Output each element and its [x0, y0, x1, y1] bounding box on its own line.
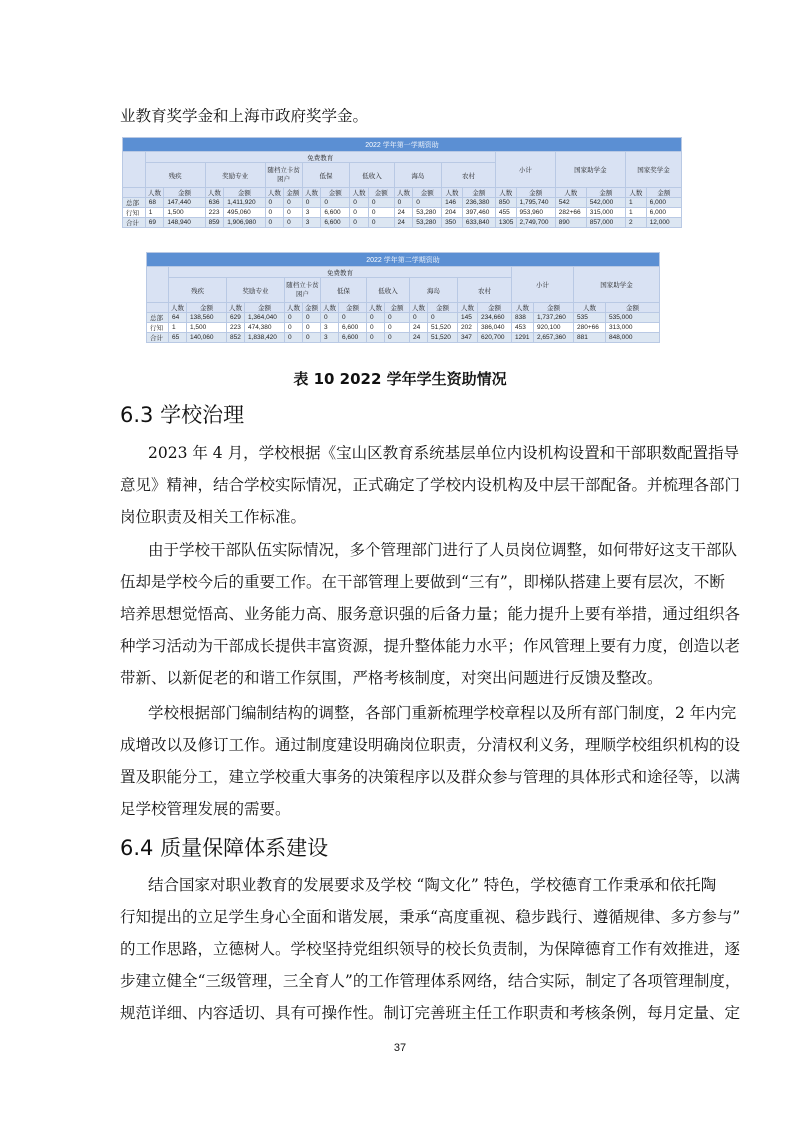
table-cell: 0 — [367, 323, 385, 333]
table-cell: 280+66 — [574, 323, 606, 333]
table-cell: 0 — [367, 313, 385, 323]
table-cell: 848,000 — [606, 333, 660, 343]
table-cell: 2 — [626, 218, 647, 228]
cat-header: 随档立卡贫困户 — [265, 163, 302, 188]
people-header: 人数 — [458, 303, 478, 313]
amount-header: 金额 — [368, 188, 394, 198]
cat-header: 奖励专业 — [227, 278, 285, 303]
cat-header: 低保 — [302, 163, 350, 188]
table-cell: 145 — [458, 313, 478, 323]
amount-header: 金额 — [646, 188, 681, 198]
table-cell: 51,520 — [428, 323, 458, 333]
people-header: 人数 — [145, 188, 164, 198]
table-cell: 6,000 — [646, 208, 681, 218]
table-cell: 0 — [428, 313, 458, 323]
table-cell: 474,380 — [245, 323, 285, 333]
paragraph-line: 意见》精神，结合学校实际情况，正式确定了学校内设机构及中层干部配备。并梳理各部门 — [120, 476, 741, 494]
paragraph-line: 结合国家对职业教育的发展要求及学校 “陶文化” 特色，学校德育工作秉承和依托陶 — [148, 876, 717, 894]
table-cell: 535,000 — [606, 313, 660, 323]
table-cell: 53,280 — [413, 208, 442, 218]
table-cell: 1,500 — [164, 208, 205, 218]
table-cell: 850 — [495, 198, 516, 208]
table-cell: 1,906,980 — [224, 218, 265, 228]
amount-header: 金额 — [413, 188, 442, 198]
table-cell: 0 — [285, 333, 303, 343]
table-cell: 315,000 — [586, 208, 625, 218]
table-cell: 0 — [339, 313, 367, 323]
paragraph-line: 伍却是学校今后的重要工作。在干部管理上要做到“三有”，即梯队搭建上要有层次，不断 — [120, 573, 725, 591]
amount-header: 金额 — [284, 188, 303, 198]
table-cell: 350 — [442, 218, 463, 228]
paragraph-line: 带新、以新促老的和谐工作氛围，严格考核制度，对突出问题进行反馈及整改。 — [120, 669, 663, 687]
table-cell: 347 — [458, 333, 478, 343]
table-cell: 542,000 — [586, 198, 625, 208]
row-label: 合计 — [123, 218, 146, 228]
amount-header: 金额 — [606, 303, 660, 313]
table-cell: 1 — [145, 208, 164, 218]
table-cell: 0 — [368, 218, 394, 228]
people-header: 人数 — [626, 188, 647, 198]
paragraph-line: 学校根据部门编制结构的调整，各部门重新梳理学校章程以及所有部门制度，2 年内完 — [148, 704, 737, 722]
table-cell: 140,060 — [187, 333, 227, 343]
table-cell: 0 — [285, 313, 303, 323]
cat-header: 低收入 — [350, 163, 394, 188]
amount-header: 金额 — [245, 303, 285, 313]
amount-header: 金额 — [321, 188, 350, 198]
table-cell: 0 — [284, 208, 303, 218]
paragraph-line: 2023 年 4 月，学校根据《宝山区教育系统基层单位内设机构设置和干部职数配置指导 — [148, 444, 740, 462]
table-cell: 1,364,040 — [245, 313, 285, 323]
people-header: 人数 — [394, 188, 413, 198]
table-cell: 2,657,360 — [534, 333, 574, 343]
page-number: 37 — [393, 1042, 407, 1054]
amount-header: 金额 — [516, 188, 555, 198]
table-cell: 53,280 — [413, 218, 442, 228]
table-row — [123, 198, 682, 208]
free-education-header: 免费教育 — [169, 267, 512, 278]
intro-line: 业教育奖学金和上海市政府奖学金。 — [120, 107, 369, 125]
table-cell: 953,960 — [516, 208, 555, 218]
table-cell: 633,840 — [462, 218, 495, 228]
table-cell: 6,600 — [339, 333, 367, 343]
table-cell: 0 — [303, 333, 321, 343]
table-cell: 0 — [385, 333, 410, 343]
table-cell: 1,500 — [187, 323, 227, 333]
amount-header: 金额 — [385, 303, 410, 313]
people-header: 人数 — [169, 303, 187, 313]
subtotal-header: 小计 — [495, 152, 555, 188]
paragraph-line: 培养思想觉悟高、业务能力高、服务意识强的后备力量；能力提升上要有举措，通过组织各 — [120, 605, 741, 623]
people-header: 人数 — [302, 188, 321, 198]
table-row — [123, 208, 682, 218]
table-cell: 65 — [169, 333, 187, 343]
table-cell: 0 — [265, 208, 284, 218]
amount-header: 金额 — [462, 188, 495, 198]
table-cell: 0 — [410, 313, 428, 323]
amount-header: 金额 — [303, 303, 321, 313]
people-header: 人数 — [410, 303, 428, 313]
table-cell: 223 — [227, 323, 245, 333]
table-cell: 0 — [350, 208, 369, 218]
table-cell: 234,660 — [478, 313, 512, 323]
cat-header: 随档立卡贫困户 — [285, 278, 321, 303]
table-cell: 147,440 — [164, 198, 205, 208]
table-cell: 0 — [385, 323, 410, 333]
people-header: 人数 — [574, 303, 606, 313]
table-cell: 1 — [626, 198, 647, 208]
table-cell: 0 — [284, 198, 303, 208]
table-cell: 881 — [574, 333, 606, 343]
people-header: 人数 — [495, 188, 516, 198]
section-heading-6-3: 6.3 学校治理 — [120, 403, 245, 427]
table-cell: 495,060 — [224, 208, 265, 218]
paragraph-line: 步建立健全“三级管理，三全育人”的工作管理体系网络，结合实际，制定了各项管理制度， — [120, 972, 741, 990]
paragraph-line: 岗位职责及相关工作标准。 — [120, 508, 307, 526]
table-cell: 1 — [626, 208, 647, 218]
people-header: 人数 — [350, 188, 369, 198]
table-cell: 313,000 — [606, 323, 660, 333]
table-cell: 24 — [394, 208, 413, 218]
table-cell: 0 — [265, 218, 284, 228]
amount-header: 金额 — [164, 188, 205, 198]
amount-header: 金额 — [586, 188, 625, 198]
cat-header: 残疾 — [145, 163, 205, 188]
table-row — [147, 313, 660, 323]
cat-header: 奖励专业 — [205, 163, 265, 188]
people-header: 人数 — [555, 188, 586, 198]
table-cell: 282+66 — [555, 208, 586, 218]
table-cell: 6,000 — [646, 198, 681, 208]
table-cell: 3 — [302, 218, 321, 228]
table-cell: 6,600 — [339, 323, 367, 333]
table-cell: 204 — [442, 208, 463, 218]
cat-header: 海岛 — [410, 278, 458, 303]
amount-header: 金额 — [478, 303, 512, 313]
table-cell: 6,600 — [321, 218, 350, 228]
table-cell: 0 — [368, 208, 394, 218]
table-cell: 0 — [368, 198, 394, 208]
table-cell: 0 — [321, 313, 339, 323]
amount-header: 金额 — [428, 303, 458, 313]
table-cell: 0 — [350, 218, 369, 228]
cat-header: 残疾 — [169, 278, 227, 303]
table-cell: 146 — [442, 198, 463, 208]
table-cell: 202 — [458, 323, 478, 333]
table-title: 2022 学年第一学期资助 — [123, 138, 682, 152]
table-cell: 24 — [410, 333, 428, 343]
free-education-header: 免费教育 — [145, 152, 495, 163]
table-cell: 0 — [303, 323, 321, 333]
table-cell: 64 — [169, 313, 187, 323]
table-cell: 1,795,740 — [516, 198, 555, 208]
paragraph-line: 的工作思路，立德树人。学校坚持党组织领导的校长负责制，为保障德育工作有效推进，逐 — [120, 940, 741, 958]
cat-header: 农村 — [442, 163, 496, 188]
row-label: 总部 — [123, 198, 146, 208]
people-header: 人数 — [442, 188, 463, 198]
table-row — [147, 333, 660, 343]
table-cell: 1305 — [495, 218, 516, 228]
table-cell: 0 — [350, 198, 369, 208]
table-cell: 620,700 — [478, 333, 512, 343]
section-heading-6-4: 6.4 质量保障体系建设 — [120, 836, 329, 860]
table-cell: 1,838,420 — [245, 333, 285, 343]
grant-table-semester-1 — [122, 137, 682, 228]
subtotal-header: 小计 — [512, 267, 574, 303]
table-cell: 838 — [512, 313, 534, 323]
table-cell: 236,380 — [462, 198, 495, 208]
row-label: 行知 — [147, 323, 169, 333]
amount-header: 金额 — [187, 303, 227, 313]
cat-header: 海岛 — [394, 163, 442, 188]
amount-header: 金额 — [224, 188, 265, 198]
table-cell: 542 — [555, 198, 586, 208]
table-cell: 857,000 — [586, 218, 625, 228]
paragraph-line: 足学校管理发展的需要。 — [120, 800, 291, 818]
table-cell: 148,940 — [164, 218, 205, 228]
table-cell: 223 — [205, 208, 224, 218]
table-cell: 1,411,920 — [224, 198, 265, 208]
table-cell: 0 — [285, 323, 303, 333]
table-cell: 3 — [321, 323, 339, 333]
table-cell: 24 — [410, 323, 428, 333]
cat-header: 低保 — [321, 278, 367, 303]
grant-table-semester-2 — [146, 252, 660, 343]
people-header: 人数 — [227, 303, 245, 313]
row-label: 合计 — [147, 333, 169, 343]
table-title: 2022 学年第二学期资助 — [147, 253, 660, 267]
national-aid-header: 国家助学金 — [574, 267, 660, 303]
paragraph-line: 种学习活动为干部成长提供丰富资源，提升整体能力水平；作风管理上要有力度，创造以老 — [120, 637, 741, 655]
table-row — [123, 218, 682, 228]
paragraph-line: 规范详细、内容适切、具有可操作性。制订完善班主任工作职责和考核条例，每月定量、定 — [120, 1004, 741, 1022]
table-cell: 636 — [205, 198, 224, 208]
table-cell: 386,040 — [478, 323, 512, 333]
table-cell: 453 — [512, 323, 534, 333]
national-scholarship-header: 国家奖学金 — [626, 152, 682, 188]
table-cell: 0 — [303, 313, 321, 323]
table-cell: 859 — [205, 218, 224, 228]
table-cell: 0 — [385, 313, 410, 323]
table-cell: 68 — [145, 198, 164, 208]
table-cell: 12,000 — [646, 218, 681, 228]
table-cell: 455 — [495, 208, 516, 218]
table-caption: 表 10 2022 学年学生资助情况 — [293, 370, 507, 388]
people-header: 人数 — [285, 303, 303, 313]
table-cell: 6,600 — [321, 208, 350, 218]
table-cell: 852 — [227, 333, 245, 343]
people-header: 人数 — [512, 303, 534, 313]
table-cell: 629 — [227, 313, 245, 323]
table-cell: 0 — [302, 198, 321, 208]
table-cell: 0 — [413, 198, 442, 208]
table-cell: 0 — [265, 198, 284, 208]
table-cell: 1,737,260 — [534, 313, 574, 323]
table-cell: 0 — [367, 333, 385, 343]
table-cell: 1291 — [512, 333, 534, 343]
row-label: 总部 — [147, 313, 169, 323]
table-cell: 3 — [302, 208, 321, 218]
table-cell: 890 — [555, 218, 586, 228]
table-cell: 397,460 — [462, 208, 495, 218]
people-header: 人数 — [367, 303, 385, 313]
paragraph-line: 成增改以及修订工作。通过制度建设明确岗位职责，分清权利义务，理顺学校组织机构的设 — [120, 736, 741, 754]
national-aid-header: 国家助学金 — [555, 152, 625, 188]
table-cell: 920,100 — [534, 323, 574, 333]
table-cell: 24 — [394, 218, 413, 228]
paragraph-line: 行知提出的立足学生身心全面和谐发展，秉承“高度重视、稳步践行、遵循规律、多方参与” — [120, 908, 741, 926]
table-cell: 535 — [574, 313, 606, 323]
paragraph-line: 置及职能分工，建立学校重大事务的决策程序以及群众参与管理的具体形式和途径等，以满 — [120, 768, 741, 786]
people-header: 人数 — [265, 188, 284, 198]
amount-header: 金额 — [339, 303, 367, 313]
paragraph-line: 由于学校干部队伍实际情况，多个管理部门进行了人员岗位调整，如何带好这支干部队 — [148, 541, 738, 559]
people-header: 人数 — [205, 188, 224, 198]
table-cell: 0 — [321, 198, 350, 208]
cat-header: 农村 — [458, 278, 512, 303]
table-cell: 2,749,700 — [516, 218, 555, 228]
table-cell: 138,560 — [187, 313, 227, 323]
table-cell: 0 — [394, 198, 413, 208]
table-cell: 3 — [321, 333, 339, 343]
table-cell: 69 — [145, 218, 164, 228]
table-cell: 0 — [284, 218, 303, 228]
amount-header: 金额 — [534, 303, 574, 313]
table-row — [147, 323, 660, 333]
cat-header: 低收入 — [367, 278, 410, 303]
row-label: 行知 — [123, 208, 146, 218]
people-header: 人数 — [321, 303, 339, 313]
table-cell: 1 — [169, 323, 187, 333]
table-cell: 51,520 — [428, 333, 458, 343]
